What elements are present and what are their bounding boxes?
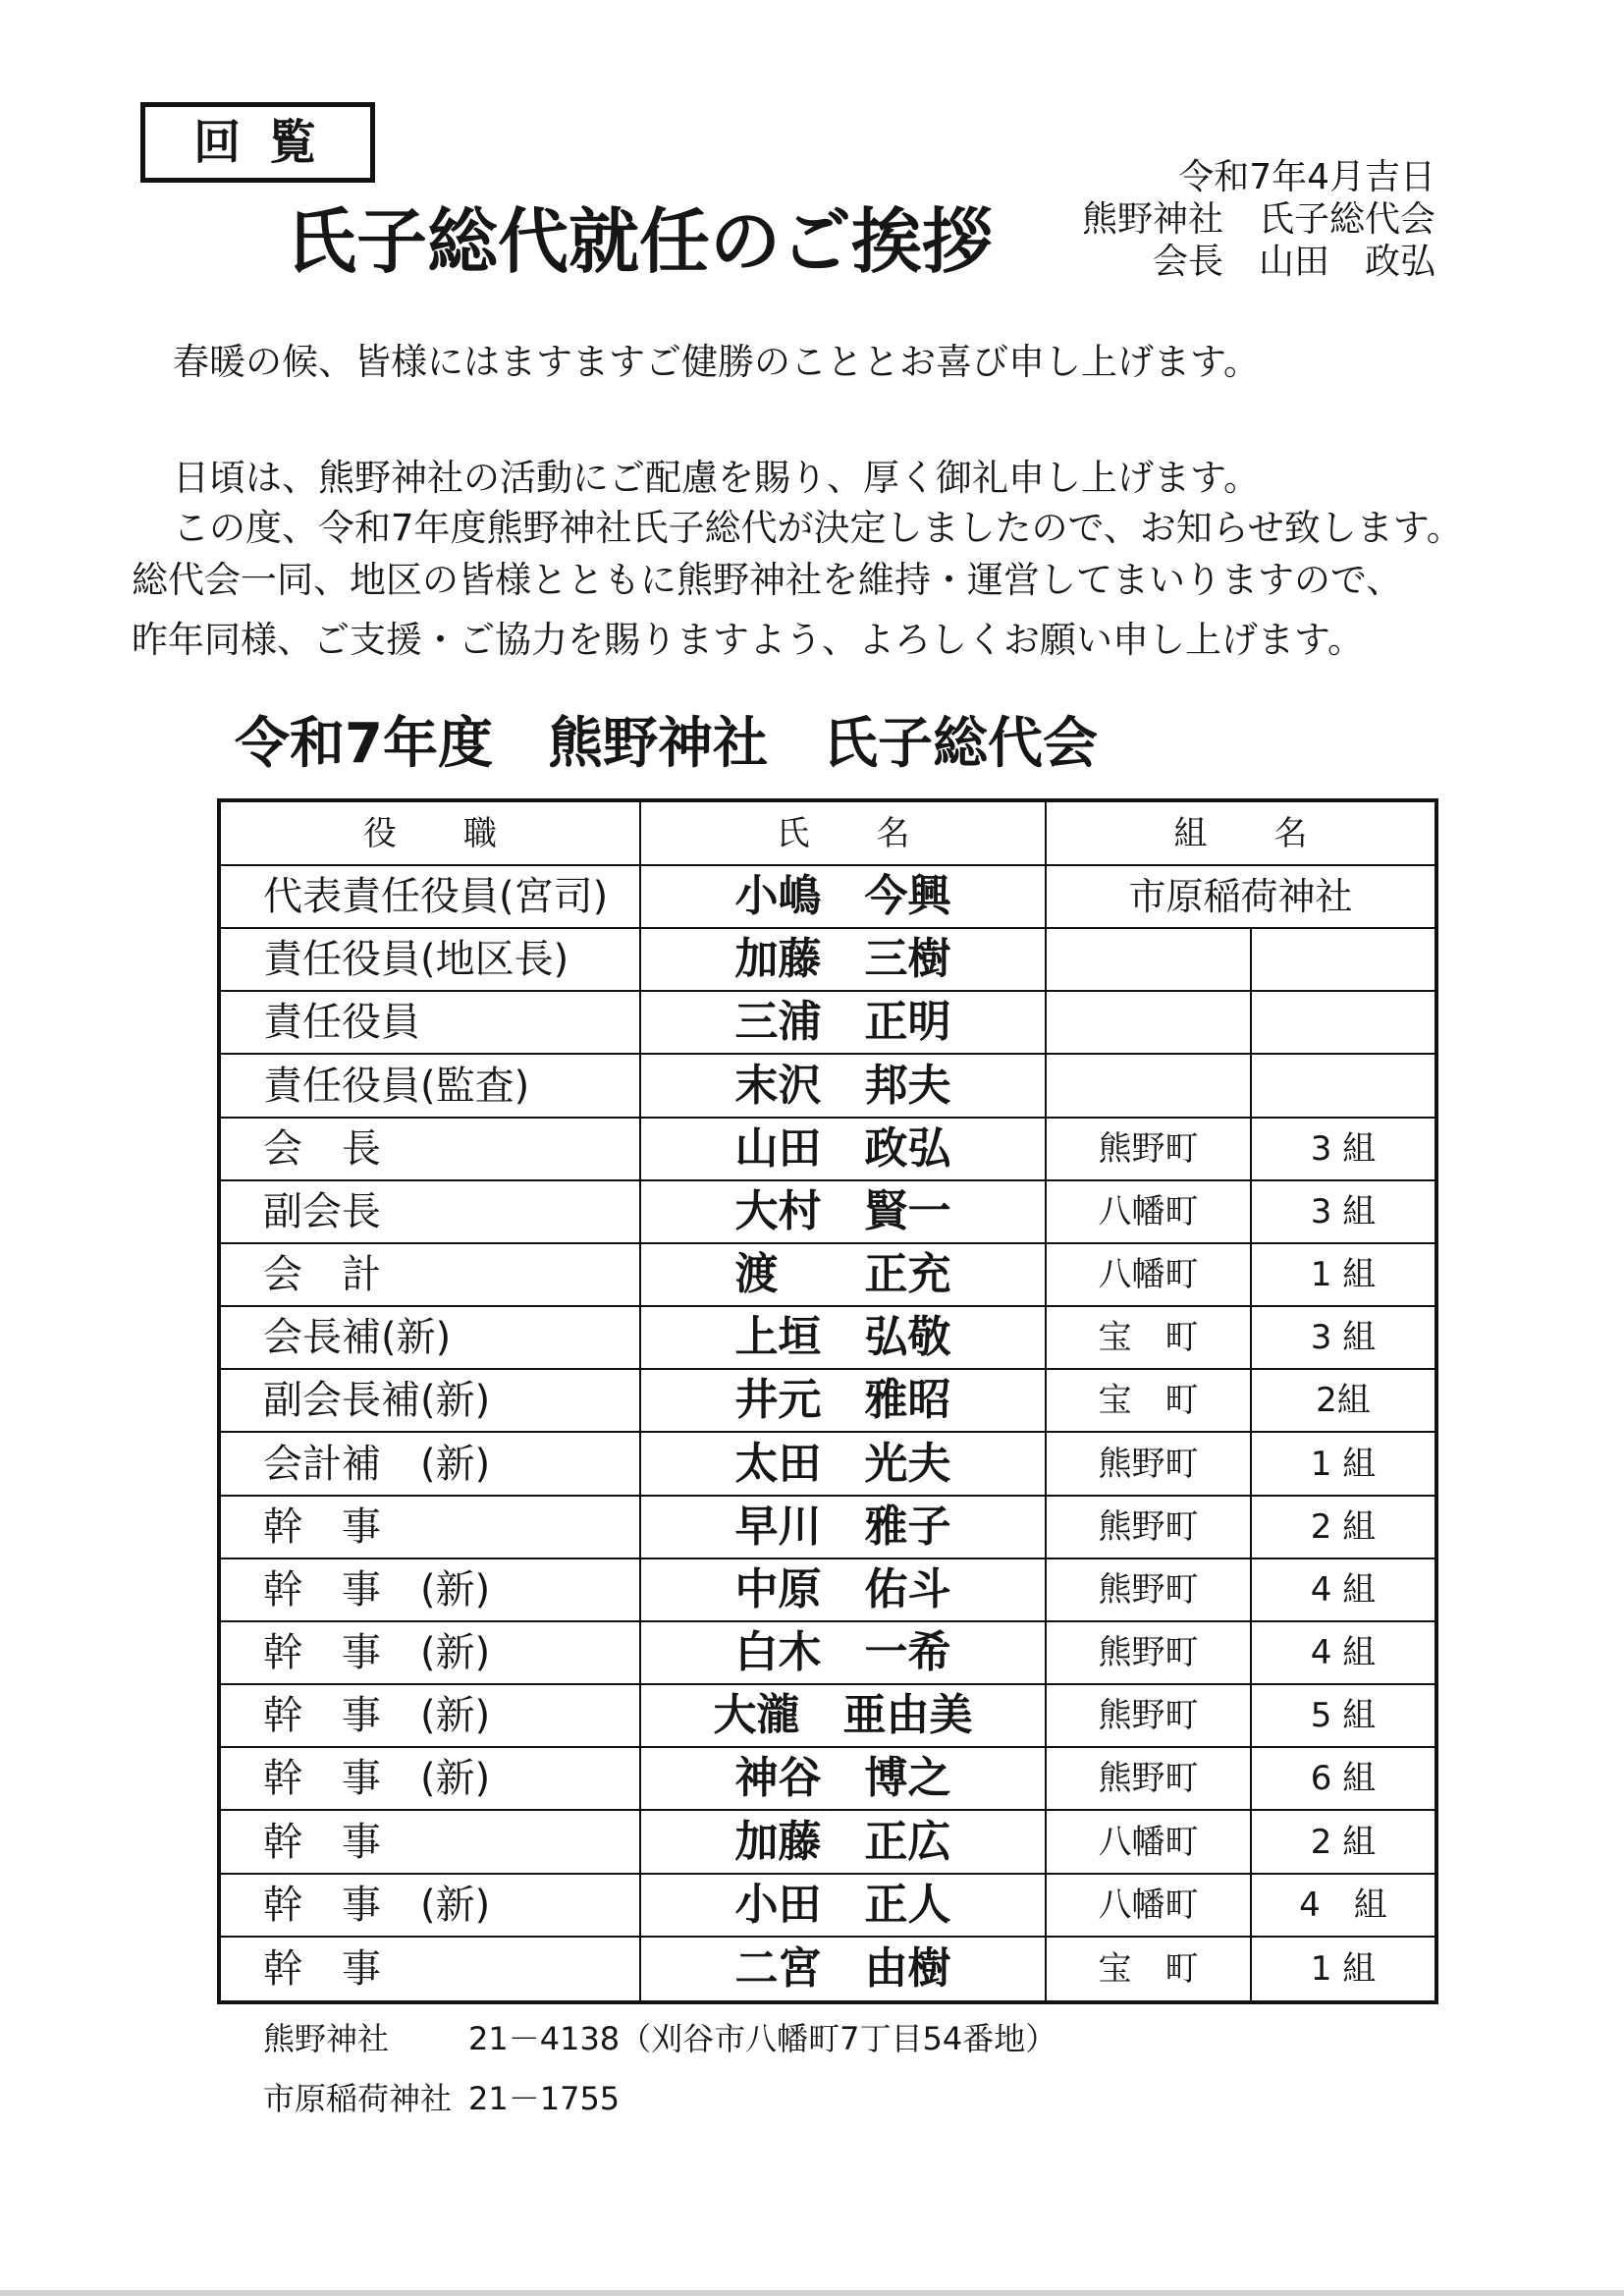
town-cell: 熊野町 — [1047, 1119, 1252, 1181]
town-cell: 熊野町 — [1047, 1622, 1252, 1685]
town-cell: 八幡町 — [1047, 1811, 1252, 1874]
role-cell: 会 長 — [221, 1119, 641, 1181]
kumi-cell — [1252, 929, 1435, 992]
role-cell: 会 計 — [221, 1244, 641, 1307]
role-cell: 責任役員 — [221, 992, 641, 1055]
kumi-cell: 3 組 — [1252, 1307, 1435, 1370]
town-cell — [1047, 1055, 1252, 1118]
body-line: この度、令和7年度熊野神社氏子総代が決定しましたので、お知らせ致します。 — [173, 507, 1463, 549]
name-cell: 白木 一希 — [641, 1622, 1047, 1685]
issuer-representative: 会長 山田 政弘 — [1152, 242, 1435, 282]
name-cell: 上垣 弘敬 — [641, 1307, 1047, 1370]
kumi-cell: 4 組 — [1252, 1875, 1435, 1938]
kumi-cell: 2組 — [1252, 1370, 1435, 1433]
kumi-cell: 2 組 — [1252, 1811, 1435, 1874]
role-cell: 責任役員(監査) — [221, 1055, 641, 1118]
column-header-name: 氏 名 — [641, 802, 1047, 866]
town-cell: 熊野町 — [1047, 1433, 1252, 1496]
name-cell: 渡 正充 — [641, 1244, 1047, 1307]
name-cell: 早川 雅子 — [641, 1497, 1047, 1559]
kumi-cell: 4 組 — [1252, 1622, 1435, 1685]
role-cell: 責任役員(地区長) — [221, 929, 641, 992]
kumi-cell: 4 組 — [1252, 1559, 1435, 1622]
role-cell: 幹 事 (新) — [221, 1748, 641, 1811]
body-line: 昨年同様、ご支援・ご協力を賜りますよう、よろしくお願い申し上げます。 — [132, 619, 1365, 661]
role-cell: 幹 事 (新) — [221, 1875, 641, 1938]
footer-contact — [263, 2080, 620, 2117]
role-cell: 幹 事 — [221, 1938, 641, 2000]
name-cell: 小田 正人 — [641, 1875, 1047, 1938]
name-cell: 井元 雅昭 — [641, 1370, 1047, 1433]
name-cell: 中原 佑斗 — [641, 1559, 1047, 1622]
town-cell: 宝 町 — [1047, 1938, 1252, 2000]
name-cell: 小嶋 今興 — [641, 866, 1047, 929]
name-cell: 山田 政弘 — [641, 1119, 1047, 1181]
kumi-cell: 6 組 — [1252, 1748, 1435, 1811]
role-cell: 幹 事 (新) — [221, 1622, 641, 1685]
name-cell: 末沢 邦夫 — [641, 1055, 1047, 1118]
kumi-cell: 1 組 — [1310, 1948, 1377, 1989]
role-cell: 会計補 (新) — [221, 1433, 641, 1496]
notice-title: 氏子総代就任のご挨拶 — [286, 200, 994, 283]
role-cell: 会長補(新) — [221, 1307, 641, 1370]
role-cell: 幹 事 — [221, 1497, 641, 1559]
role-cell: 幹 事 (新) — [221, 1685, 641, 1748]
contact-name: 市原稲荷神社 — [263, 2080, 453, 2117]
town-cell: 熊野町 — [1047, 1559, 1252, 1622]
kumi-cell: 2 組 — [1252, 1497, 1435, 1559]
name-cell: 三浦 正明 — [641, 992, 1047, 1055]
town-cell: 宝 町 — [1047, 1370, 1252, 1433]
kumi-cell: 3 組 — [1252, 1181, 1435, 1244]
contact-phone: 21－4138 — [468, 2020, 621, 2057]
name-cell: 加藤 正広 — [641, 1811, 1047, 1874]
roster-heading: 令和7年度 熊野神社 氏子総代会 — [235, 712, 1098, 776]
town-cell: 熊野町 — [1047, 1685, 1252, 1748]
town-cell: 八幡町 — [1047, 1244, 1252, 1307]
name-cell: 太田 光夫 — [641, 1433, 1047, 1496]
name-cell: 大村 賢一 — [641, 1181, 1047, 1244]
issue-date: 令和7年4月吉日 — [1178, 157, 1435, 197]
role-cell: 副会長補(新) — [221, 1370, 641, 1433]
group-cell: 市原稲荷神社 — [1047, 866, 1435, 929]
town-cell: 熊野町 — [1047, 1497, 1252, 1559]
column-header-group: 組 名 — [1047, 802, 1435, 866]
kumi-cell: 5 組 — [1252, 1685, 1435, 1748]
kumi-cell — [1252, 992, 1435, 1055]
body-line: 総代会一同、地区の皆様とともに熊野神社を維持・運営してまいりますので、 — [132, 559, 1403, 601]
role-cell: 副会長 — [221, 1181, 641, 1244]
roster-table — [217, 798, 1438, 2004]
contact-address: （刈谷市八幡町7丁目54番地） — [620, 2020, 1057, 2057]
contact-phone: 21－1755 — [468, 2080, 621, 2117]
kumi-cell: 1 組 — [1252, 1433, 1435, 1496]
footer-contact — [263, 2020, 1056, 2057]
town-cell: 八幡町 — [1047, 1181, 1252, 1244]
name-cell: 加藤 三樹 — [641, 929, 1047, 992]
body-line: 日頃は、熊野神社の活動にご配慮を賜り、厚く御礼申し上げます。 — [173, 457, 1261, 499]
town-cell — [1047, 929, 1252, 992]
scan-edge — [0, 2290, 1624, 2296]
town-cell — [1047, 992, 1252, 1055]
role-cell: 幹 事 — [221, 1811, 641, 1874]
town-cell: 八幡町 — [1047, 1875, 1252, 1938]
kumi-cell: 1 組 — [1252, 1244, 1435, 1307]
role-cell: 幹 事 (新) — [221, 1559, 641, 1622]
issuer-block — [1082, 156, 1435, 283]
town-cell: 熊野町 — [1047, 1748, 1252, 1811]
issuer-organization: 熊野神社 氏子総代会 — [1081, 199, 1435, 240]
kumi-cell: 3 組 — [1252, 1119, 1435, 1181]
name-cell: 大瀧 亜由美 — [641, 1685, 1047, 1748]
circular-stamp-box: 回 覧 — [140, 102, 375, 183]
name-cell: 神谷 博之 — [641, 1748, 1047, 1811]
contact-name: 熊野神社 — [263, 2020, 390, 2057]
kumi-cell — [1252, 1055, 1435, 1118]
body-line: 春暖の候、皆様にはますますご健勝のこととお喜び申し上げます。 — [173, 341, 1261, 383]
column-header-role: 役 職 — [221, 802, 641, 866]
name-cell: 二宮 由樹 — [641, 1938, 1047, 2000]
town-cell: 宝 町 — [1047, 1307, 1252, 1370]
role-cell: 代表責任役員(宮司) — [221, 866, 641, 929]
